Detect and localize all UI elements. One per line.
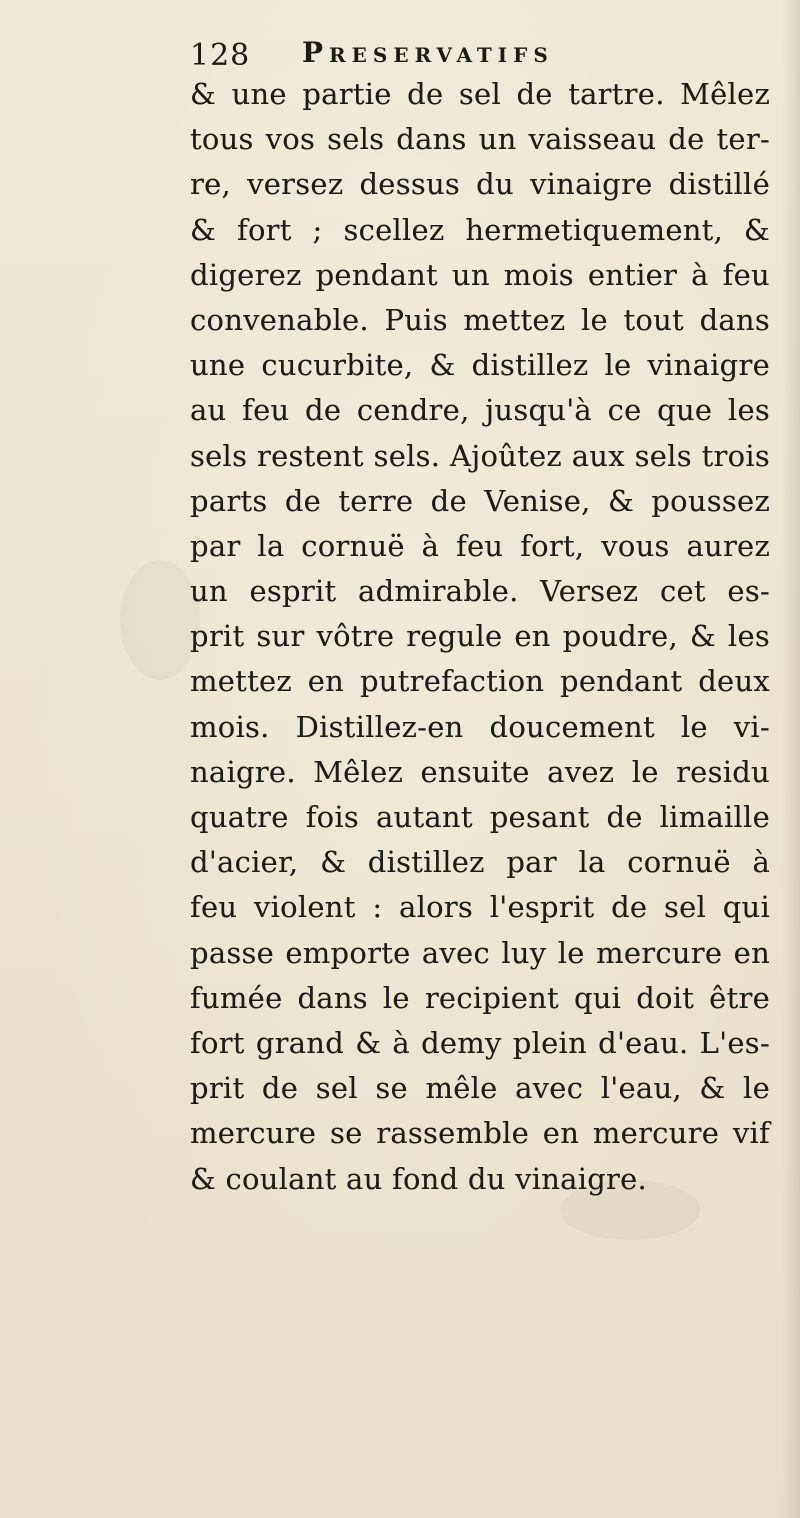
text-line: naigre. Mêlez ensuite avez le residu	[190, 754, 770, 789]
text-line: par la cornuë à feu fort, vous aurez	[190, 528, 770, 563]
text-line: une cucurbite, & distillez le vinaigre	[190, 348, 770, 383]
text-line: digerez pendant un mois entier à feu	[190, 257, 770, 292]
page-number: 128	[190, 38, 251, 73]
text-line: re, versez dessus du vinaigre distillé	[190, 167, 770, 202]
text-line: mettez en putrefaction pendant deux	[190, 664, 770, 699]
text-line: fumée dans le recipient qui doit être	[190, 980, 770, 1015]
text-line: sels restent sels. Ajoûtez aux sels trois	[190, 438, 770, 473]
text-line: feu violent : alors l'esprit de sel qui	[190, 890, 770, 925]
text-line: mercure se rassemble en mercure vif	[190, 1116, 770, 1151]
text-line: fort grand & à demy plein d'eau. L'es-	[190, 1025, 770, 1060]
text-line: parts de terre de Venise, & poussez	[190, 483, 770, 518]
text-line: & fort ; scellez hermetiquement, &	[190, 212, 770, 247]
text-line: passe emporte avec luy le mercure en	[190, 935, 770, 970]
text-line: mois. Distillez-en doucement le vi-	[190, 709, 770, 744]
text-line: & une partie de sel de tartre. Mêlez	[190, 77, 770, 111]
text-line: d'acier, & distillez par la cornuë à	[190, 845, 770, 880]
text-line: prit de sel se mêle avec l'eau, & le	[190, 1071, 770, 1106]
text-line: un esprit admirable. Versez cet es-	[190, 574, 770, 609]
running-title: Preservatifs	[302, 36, 554, 69]
page-edge-shadow	[782, 0, 800, 1518]
text-line-last: & coulant au fond du vinaigre.	[190, 1161, 648, 1196]
text-line: au feu de cendre, jusqu'à ce que les	[190, 393, 770, 428]
text-line: prit sur vôtre regule en poudre, & les	[190, 619, 770, 654]
text-line: convenable. Puis mettez le tout dans	[190, 302, 770, 337]
text-line: quatre fois autant pesant de limaille	[190, 800, 770, 834]
body-text	[190, 72, 770, 1202]
text-line: tous vos sels dans un vaisseau de ter-	[190, 122, 770, 157]
paper-stain	[120, 560, 200, 680]
